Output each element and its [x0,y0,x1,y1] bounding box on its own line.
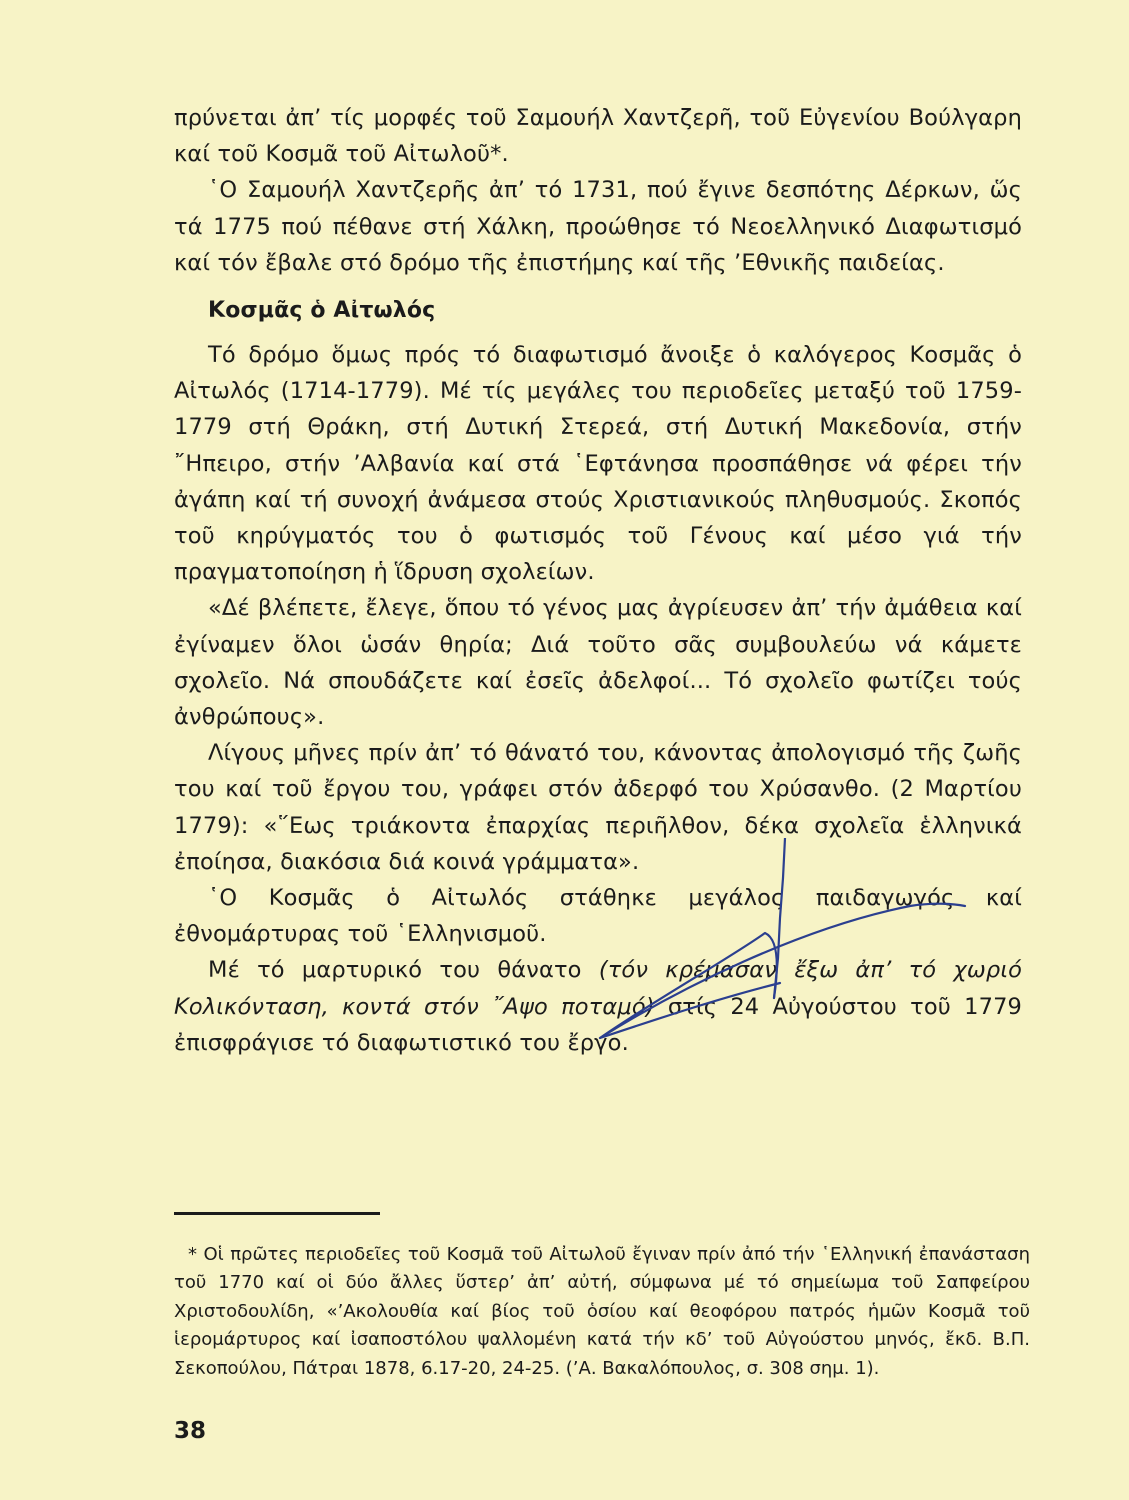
paragraph-7-start: Μέ τό μαρτυρικό του θάνατο [208,957,599,984]
paragraph-1: πρύνεται ἀπ’ τίς μορφές τοῦ Σαμουήλ Χαντζερῆ, τοῦ Εὐγενίου Βούλγαρη καί τοῦ Κοσμᾶ τοῦ Αἰτωλοῦ*. [174,105,1022,168]
paragraph-5: Λίγους μῆνες πρίν ἀπ’ τό θάνατό του, κάνοντας ἀπολογισμό τῆς ζωῆς του καί τοῦ ἔργου του, γράφει στόν ἀδερφό του Χρύσανθο. (2 Μαρτίου 1779): «῞Εως τριάκοντα ἐπαρχίας περιῆλθον, δέκα σχολεῖα ἑλληνικά ἐποίησα, διακόσια διά κοινά γράμματα». [174,740,1022,875]
paragraph-2: ῾Ο Σαμουήλ Χαντζερῆς ἀπ’ τό 1731, πού ἔγινε δεσπότης Δέρκων, ὥς τά 1775 πού πέθανε στή Χάλκη, προώθησε τό Νεοελληνικό Διαφωτισμό καί τόν ἔβαλε στό δρόμο τῆς ἐπιστήμης καί τῆς ’Εθνικῆς παιδείας. [174,177,1022,276]
paragraph-4: «Δέ βλέπετε, ἔλεγε, ὅπου τό γένος μας ἀγρίευσεν ἀπ’ τήν ἀμάθεια καί ἐγίναμεν ὅλοι ὡσάν θηρία; Διά τοῦτο σᾶς συμβουλεύω νά κάμετε σχολεῖο. Νά σπουδάζετε καί ἐσεῖς ἀδελφοί... Τό σχολεῖο φωτίζει τούς ἀνθρώπους». [174,595,1022,731]
section-heading: Κοσμᾶς ὁ Αἰτωλός [208,298,436,324]
paragraph-3: Τό δρόμο ὅμως πρός τό διαφωτισμό ἄνοιξε ὁ καλόγερος Κοσμᾶς ὁ Αἰτωλός (1714-1779). Μέ τίς μεγάλες του περιοδεῖες μεταξύ τοῦ 1759-1779 στή Θράκη, στή Δυτική Στερεά, στή Δυτική Μακεδονία, στήν ῎Ηπειρο, στήν ’Αλβανία καί στά ῾Εφτάνησα προσπάθησε νά φέρει τήν ἀγάπη καί τή συνοχή ἀνάμεσα στούς Χριστιανικούς πληθυσμούς. Σκοπός τοῦ κηρύγματός του ὁ φωτισμός τοῦ Γένους καί μέσο γιά τήν πραγματοποίηση ἡ ἵδρυση σχολείων. [174,342,1022,586]
footnote-divider [174,1212,380,1215]
page-number: 38 [174,1418,207,1444]
footnote: * Οἱ πρῶτες περιοδεῖες τοῦ Κοσμᾶ τοῦ Αἰτωλοῦ ἔγιναν πρίν ἀπό τήν ῾Ελληνική ἐπανάσταση τοῦ 1770 καί οἱ δύο ἄλλες ὕστερ’ ἀπ’ αὐτή, σύμφωνα μέ τό σημείωμα τοῦ Σαπφείρου Χριστοδουλίδη, «’Ακολουθία καί βίος τοῦ ὁσίου καί θεοφόρου πατρός ἡμῶν Κοσμᾶ τοῦ ἱερομάρτυρος καί ἰσαποστόλου ψαλλομένη κατά τήν κδ’ τοῦ Αὐγούστου μηνός, ἔκδ. Β.Π. Σεκοπούλου, Πάτραι 1878, 6.17-20, 24-25. (’Α. Βακαλόπουλος, σ. 308 σημ. 1). [174,1244,1030,1379]
paragraph-7-end: στίς 24 Αὐγούστου τοῦ 1779 ἐπισφράγισε τό διαφωτιστικό του ἔργο. [174,993,1022,1056]
paragraph-6: ῾Ο Κοσμᾶς ὁ Αἰτωλός στάθηκε μεγάλος παιδαγωγός καί ἐθνομάρτυρας τοῦ ῾Ελληνισμοῦ. [174,885,1022,948]
paragraph-7-italic: (τόν κρέμασαν ἔξω ἀπ’ τό χωριό Κολικόνταση, κοντά στόν ῎Αψο ποταμό) [174,957,1022,1020]
handwritten-signature [580,838,1000,1058]
